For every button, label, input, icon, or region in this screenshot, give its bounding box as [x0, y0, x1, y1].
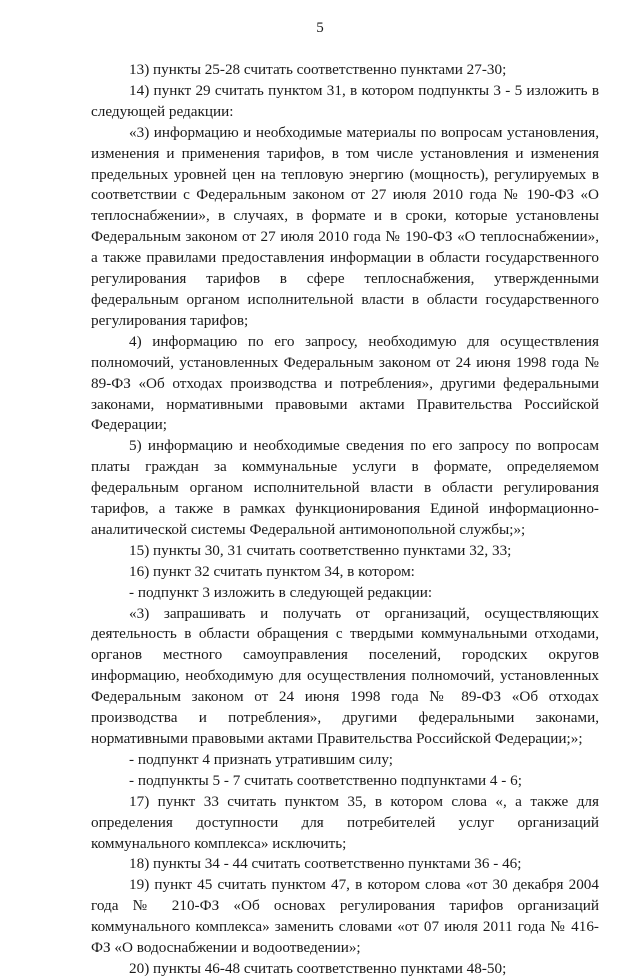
document-body	[91, 60, 599, 980]
paragraph-item-15: 15) пункты 30, 31 считать соответственно пунктами 32, 33;	[129, 541, 512, 559]
paragraph-item-14: 14) пункт 29 считать пунктом 31, в котором подпункты 3 - 5 изложить в следующей редакции:	[91, 81, 599, 120]
paragraph-subitem-3: «3) информацию и необходимые материалы по вопросам установления, изменения и применения тарифов, в том числе установления и изменения предельных уровней цен на тепловую энергию (мощность), регулируемых в соответствии с Федеральным законом от 27 июля 2010 года № 190-ФЗ «О теплоснабжении», в случаях, в формате и в сроки, которые установлены Федеральным законом от 27 июля 2010 года № 190-ФЗ «О теплоснабжении», а также правилами предоставления информации в области государственного регулирования тарифов в сфере теплоснабжения, утвержденными федеральным органом исполнительной власти в области государственного регулирования тарифов;	[91, 123, 599, 329]
paragraph-subitem-4-repeal: - подпункт 4 признать утратившим силу;	[129, 750, 393, 768]
paragraph-subitem-5: 5) информацию и необходимые сведения по его запросу по вопросам платы граждан за коммунальные услуги в формате, определяемом федеральным органом исполнительной власти в области регулирования тарифов, а также в рамках функционирования Единой информационно-аналитической системы Федеральной антимонопольной службы;»;	[91, 437, 599, 538]
paragraph-item-13: 13) пункты 25-28 считать соответственно пунктами 27-30;	[129, 61, 507, 78]
paragraph-subitem-3-intro: - подпункт 3 изложить в следующей редакции:	[129, 583, 433, 601]
paragraph-subitem-4: 4) информацию по его запросу, необходимую для осуществления полномочий, установленных Федеральным законом от 24 июня 1998 года № 89-ФЗ «Об отходах производства и потребления», другими федеральными законами, нормативными правовыми актами Правительства Российской Федерации;	[91, 332, 599, 434]
paragraph-item-20: 20) пункты 46-48 считать соответственно пунктами 48-50;	[129, 959, 507, 977]
paragraph-item-16: 16) пункт 32 считать пунктом 34, в котором:	[129, 562, 415, 580]
paragraph-item-18: 18) пункты 34 - 44 считать соответственно пунктами 36 - 46;	[129, 855, 522, 873]
paragraph-subitem-3-text: «3) запрашивать и получать от организаций, осуществляющих деятельность в области обращения с твердыми коммунальными отходами, органов местного самоуправления поселений, городских округов информацию, необходимую для осуществления полномочий, установленных Федеральным законом от 24 июня 1998 года № 89-ФЗ «Об отходах производства и потребления», другими федеральными законами, нормативными правовыми актами Правительства Российской Федерации;»;	[91, 604, 599, 747]
paragraph-item-17: 17) пункт 33 считать пунктом 35, в котором слова «, а также для определения доступности для потребителей услуг организаций коммунального комплекса» исключить;	[91, 792, 599, 852]
page-number: 5	[316, 20, 324, 36]
paragraph-subitems-renumber: - подпункты 5 - 7 считать соответственно подпунктами 4 - 6;	[129, 771, 522, 789]
paragraph-item-19: 19) пункт 45 считать пунктом 47, в котором слова «от 30 декабря 2004 года № 210-ФЗ «Об основах регулирования тарифов организаций коммунального комплекса» заменить словами «от 07 июля 2011 года № 416-ФЗ «О водоснабжении и водоотведении»;	[91, 876, 599, 957]
